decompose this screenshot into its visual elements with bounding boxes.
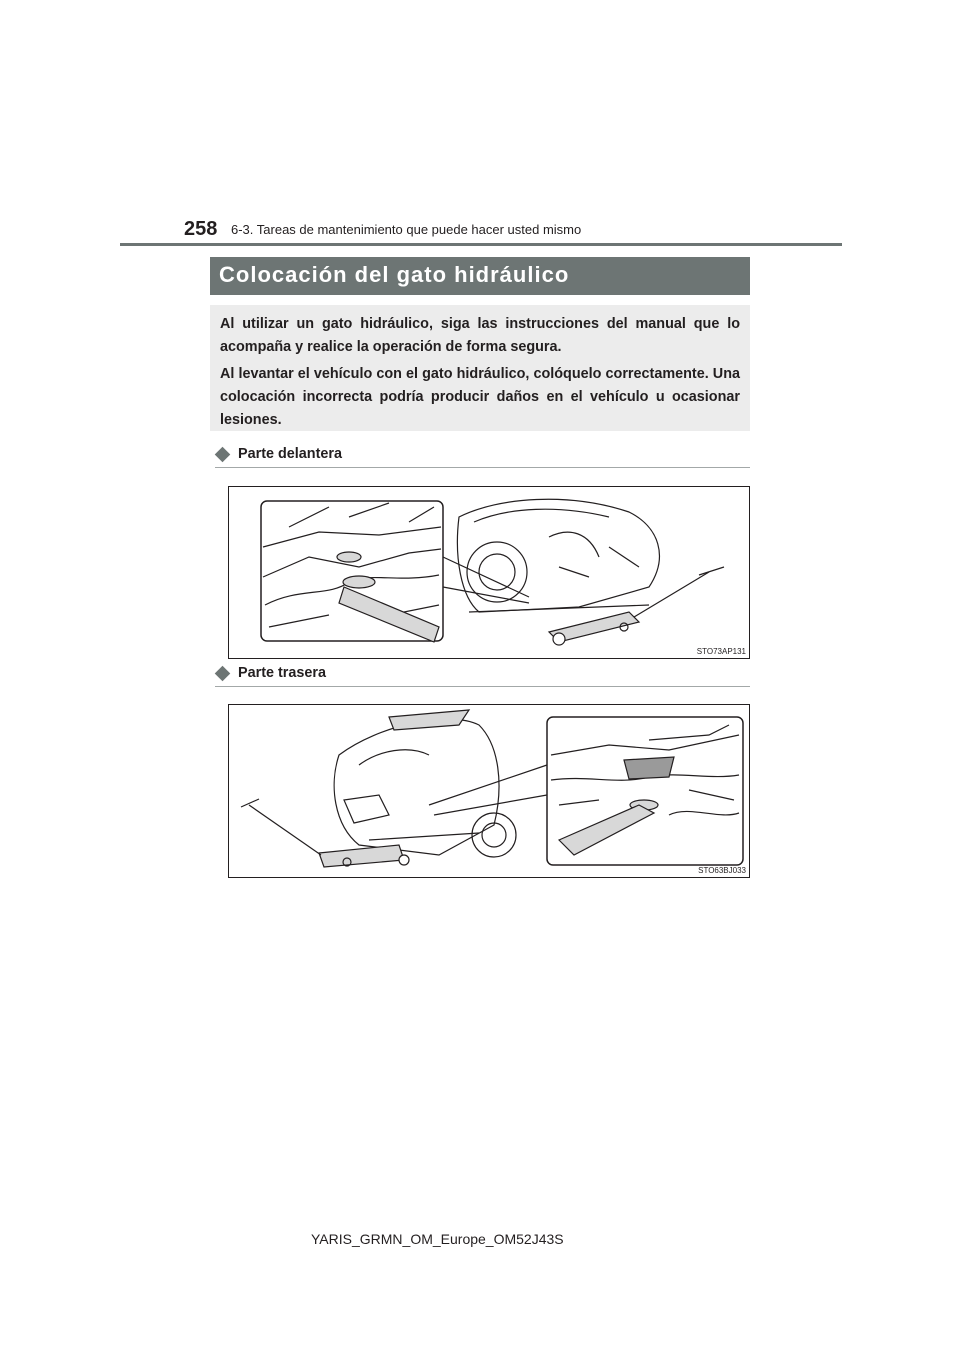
intro-box — [210, 305, 750, 431]
running-head: 6-3. Tareas de mantenimiento que puede hacer usted mismo — [231, 222, 582, 237]
rear-heading-label: Parte trasera — [238, 665, 327, 681]
section-title: Colocación del gato hidráulico — [210, 257, 750, 295]
front-heading-rule — [215, 467, 750, 468]
header-rule — [120, 243, 842, 246]
intro-paragraph-2: Al levantar el vehículo con el gato hidráulico, colóquelo correctamente. Una colocación incorrecta podría producir daños en el vehículo u ocasionar lesiones. — [220, 366, 740, 428]
front-heading-label: Parte delantera — [238, 446, 342, 462]
front-heading — [215, 446, 342, 462]
rear-jack-illustration — [229, 705, 749, 877]
diamond-bullet-icon — [215, 665, 231, 681]
rear-figure-code: STO63BJ033 — [698, 866, 746, 875]
intro-paragraph-1: Al utilizar un gato hidráulico, siga las instrucciones del manual que lo acompaña y realice la operación de forma segura. — [220, 316, 740, 355]
diamond-bullet-icon — [215, 446, 231, 462]
rear-heading — [215, 665, 326, 681]
page-number: 258 — [184, 218, 218, 240]
footer-document-id: YARIS_GRMN_OM_Europe_OM52J43S — [311, 1231, 564, 1247]
rear-jack-figure — [228, 704, 750, 878]
front-figure-code: STO73AP131 — [696, 647, 746, 656]
front-jack-illustration — [229, 487, 749, 658]
front-jack-figure — [228, 486, 750, 659]
rear-heading-rule — [215, 686, 750, 687]
